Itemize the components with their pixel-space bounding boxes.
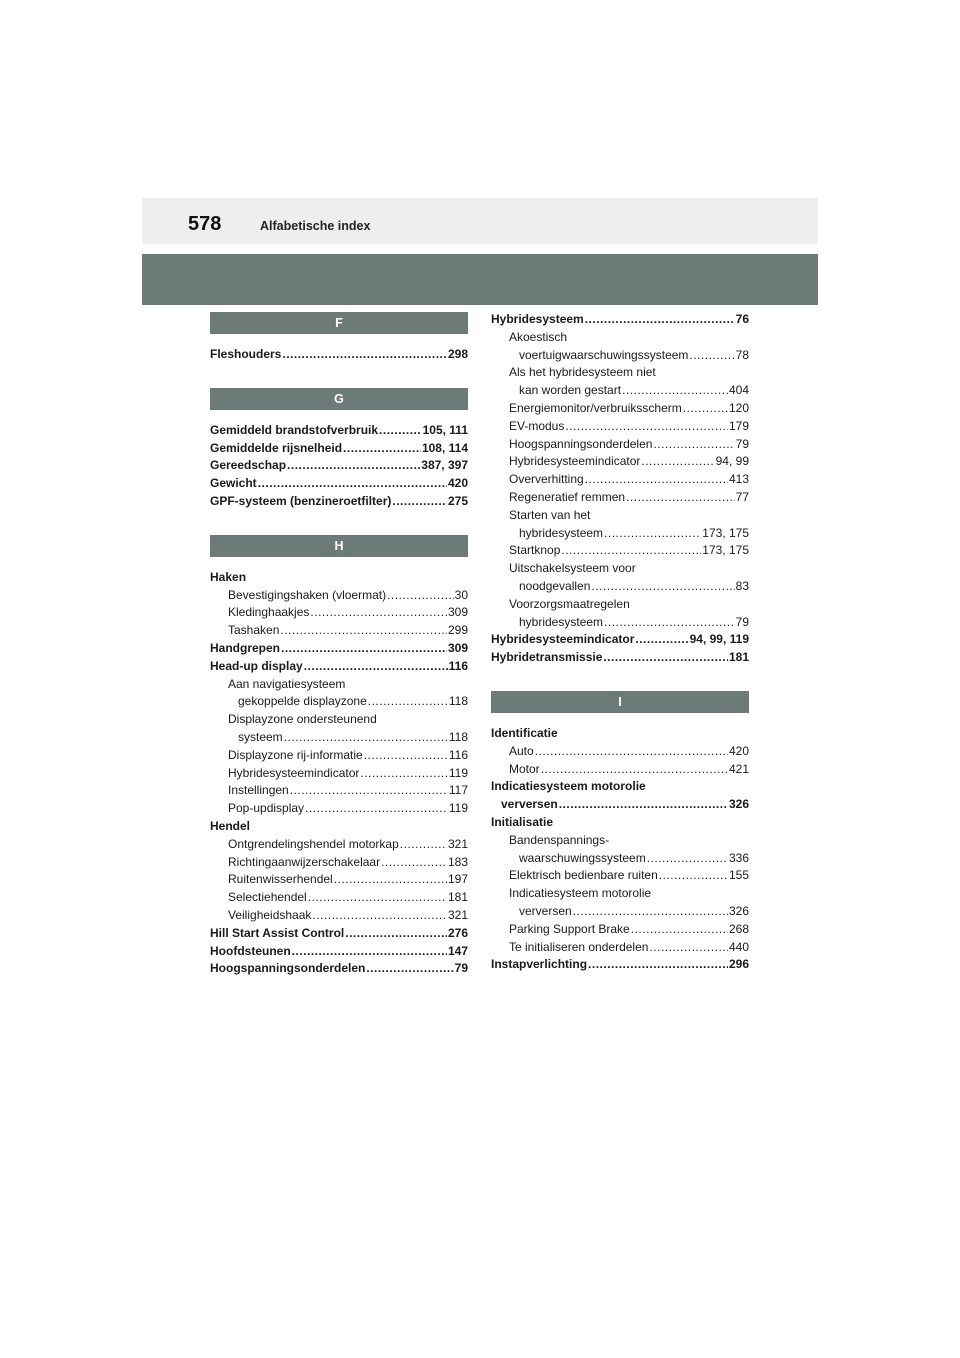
entry-page: 77 xyxy=(735,489,749,504)
entry-page: 119 xyxy=(448,765,468,780)
entry-page: 108, 114 xyxy=(421,440,468,455)
dot-leader xyxy=(588,956,728,974)
index-entry xyxy=(210,622,468,640)
entry-page: 118 xyxy=(448,694,468,709)
entry-page: 116 xyxy=(448,747,468,762)
page-header xyxy=(142,198,818,244)
entry-page: 173, 175 xyxy=(702,525,749,540)
index-entry xyxy=(491,453,749,471)
entry-term: Head-up display xyxy=(210,658,303,673)
entry-page: 30 xyxy=(454,587,468,602)
dot-leader xyxy=(290,782,448,800)
entry-page: 181 xyxy=(728,650,749,665)
entry-term: Energiemonitor/verbruiksscherm xyxy=(509,400,682,415)
entry-term: gekoppelde displayzone xyxy=(238,694,367,709)
entry-page: 173, 175 xyxy=(702,543,749,558)
dot-leader xyxy=(334,871,447,889)
index-entry xyxy=(210,800,468,818)
dot-leader xyxy=(604,614,735,632)
entry-page: 299 xyxy=(447,623,468,638)
entry-page: 387, 397 xyxy=(421,458,468,473)
index-entry xyxy=(491,867,749,885)
dot-leader xyxy=(603,649,728,667)
entry-page: 76 xyxy=(735,312,749,326)
index-entry xyxy=(210,711,468,729)
index-entry xyxy=(491,921,749,939)
dot-leader xyxy=(381,854,447,872)
entry-term: Instapverlichting xyxy=(491,957,588,972)
index-entry xyxy=(491,436,749,454)
index-entry xyxy=(491,725,749,743)
dot-leader xyxy=(281,640,447,658)
entry-term: Hybridesysteemindicator xyxy=(509,454,641,469)
index-entry xyxy=(491,382,749,400)
dot-leader xyxy=(647,850,728,868)
dot-leader xyxy=(559,796,728,814)
entry-term: Fleshouders xyxy=(210,347,282,361)
entry-page: 336 xyxy=(728,850,749,865)
index-entry xyxy=(491,347,749,365)
index-entry xyxy=(210,747,468,765)
entry-page: 420 xyxy=(447,476,468,491)
index-entry xyxy=(210,604,468,622)
dot-leader xyxy=(258,475,447,493)
dot-leader xyxy=(631,921,728,939)
index-entry xyxy=(210,818,468,836)
dot-leader xyxy=(280,622,447,640)
entry-page: 117 xyxy=(448,783,468,798)
index-entry xyxy=(491,418,749,436)
entry-term: kan worden gestart xyxy=(519,383,622,398)
entry-term: Displayzone ondersteunend xyxy=(228,712,377,727)
dot-leader xyxy=(392,493,447,511)
section-spacer xyxy=(210,511,468,535)
index-entry xyxy=(210,854,468,872)
entry-term: hybridesysteem xyxy=(519,525,604,540)
entry-page: 78 xyxy=(735,347,749,362)
entry-term: Gemiddelde rijsnelheid xyxy=(210,440,343,455)
entry-page: 119 xyxy=(448,801,468,816)
index-entry xyxy=(210,729,468,747)
dot-leader xyxy=(641,453,714,471)
index-entry xyxy=(210,693,468,711)
dot-leader xyxy=(626,489,735,507)
dot-leader xyxy=(304,658,448,676)
dot-leader xyxy=(565,418,728,436)
index-entry xyxy=(210,907,468,925)
entry-term: Auto xyxy=(509,743,534,758)
index-entry xyxy=(491,796,749,814)
entry-page: 420 xyxy=(728,743,749,758)
entry-term: Akoestisch xyxy=(509,329,568,344)
dot-leader xyxy=(591,578,734,596)
header-band xyxy=(142,254,818,305)
entry-term: Hybridetransmissie xyxy=(491,650,603,665)
index-entry xyxy=(491,525,749,543)
entry-term: Regeneratief remmen xyxy=(509,489,626,504)
dot-leader xyxy=(387,587,454,605)
entry-page: 298 xyxy=(447,347,468,361)
entry-term: Selectiehendel xyxy=(228,890,307,905)
entry-page: 309 xyxy=(447,640,468,655)
dot-leader xyxy=(345,925,447,943)
index-entry xyxy=(210,493,468,511)
letter-header: H xyxy=(210,535,468,557)
entry-term: Instellingen xyxy=(228,783,289,798)
index-entry xyxy=(210,587,468,605)
entry-term: Hoogspanningsonderdelen xyxy=(509,436,653,451)
index-entry xyxy=(210,457,468,475)
index-entry xyxy=(491,489,749,507)
index-entry xyxy=(491,507,749,525)
entry-page: 147 xyxy=(447,943,468,958)
entry-term: Indicatiesysteem motorolie xyxy=(509,886,652,901)
dot-leader xyxy=(368,693,448,711)
index-entry xyxy=(491,329,749,347)
entry-term: EV-modus xyxy=(509,418,565,433)
index-entry xyxy=(210,871,468,889)
dot-leader xyxy=(287,457,420,475)
index-entry xyxy=(491,400,749,418)
entry-term: waarschuwingssysteem xyxy=(519,850,646,865)
entry-page: 268 xyxy=(728,921,749,936)
entry-page: 321 xyxy=(447,836,468,851)
entry-term: Startknop xyxy=(509,543,561,558)
entry-term: Parking Support Brake xyxy=(509,921,630,936)
letter-header: G xyxy=(210,388,468,410)
entry-term: verversen xyxy=(519,903,572,918)
dot-leader xyxy=(649,939,728,957)
dot-leader xyxy=(310,604,447,622)
entry-page: 181 xyxy=(447,890,468,905)
index-entry xyxy=(210,782,468,800)
entry-term: Voorzorgsmaatregelen xyxy=(509,596,630,611)
entry-term: Gemiddeld brandstofverbruik xyxy=(210,422,379,437)
index-entry xyxy=(491,578,749,596)
entry-term: Oververhitting xyxy=(509,472,584,487)
entry-term: Hill Start Assist Control xyxy=(210,925,345,940)
entry-page: 326 xyxy=(728,903,749,918)
entry-term: Veiligheidshaak xyxy=(228,907,312,922)
entry-term: noodgevallen xyxy=(519,578,591,593)
entry-page: 296 xyxy=(728,957,749,972)
index-entry xyxy=(210,640,468,658)
entry-term: Haken xyxy=(210,569,247,584)
index-entry xyxy=(491,903,749,921)
index-entry xyxy=(491,560,749,578)
entry-page: 197 xyxy=(447,872,468,887)
index-entry xyxy=(491,542,749,560)
entry-page: 116 xyxy=(448,658,468,673)
entry-page: 105, 111 xyxy=(422,422,468,437)
index-entry xyxy=(210,346,468,364)
entry-term: Te initialiseren onderdelen xyxy=(509,939,649,954)
entry-term: Starten van het xyxy=(509,507,591,522)
entry-page: 83 xyxy=(735,578,749,593)
dot-leader xyxy=(292,943,447,961)
index-entry xyxy=(491,778,749,796)
entry-page: 94, 99 xyxy=(715,454,749,469)
entry-term: Initialisatie xyxy=(491,814,554,829)
entry-term: systeem xyxy=(238,729,283,744)
letter-header: I xyxy=(491,691,749,713)
entry-term: Handgrepen xyxy=(210,640,281,655)
entry-term: verversen xyxy=(501,797,558,812)
entry-page: 79 xyxy=(735,436,749,451)
entry-term: Tashaken xyxy=(228,623,280,638)
index-entry xyxy=(210,676,468,694)
entry-page: 404 xyxy=(728,383,749,398)
index-entry xyxy=(491,596,749,614)
entry-page: 183 xyxy=(447,854,468,869)
dot-leader xyxy=(573,903,728,921)
entry-term: GPF-systeem (benzineroetfilter) xyxy=(210,493,392,508)
index-entry xyxy=(491,761,749,779)
dot-leader xyxy=(541,761,728,779)
index-column-left xyxy=(210,312,468,978)
entry-page: 413 xyxy=(728,472,749,487)
index-entry xyxy=(210,960,468,978)
dot-leader xyxy=(585,471,728,489)
entry-term: Gewicht xyxy=(210,476,257,491)
index-entry xyxy=(491,956,749,974)
entry-term: Hybridesysteemindicator xyxy=(228,765,360,780)
index-entry xyxy=(210,836,468,854)
index-entry xyxy=(210,422,468,440)
entry-term: Pop-updisplay xyxy=(228,801,305,816)
entry-page: 321 xyxy=(447,907,468,922)
entry-page: 94, 99, 119 xyxy=(689,632,749,647)
dot-leader xyxy=(343,440,421,458)
entry-term: Hoogspanningsonderdelen xyxy=(210,961,366,976)
dot-leader xyxy=(585,311,735,329)
dot-leader xyxy=(622,382,728,400)
entry-page: 155 xyxy=(728,868,749,883)
index-entry xyxy=(491,832,749,850)
index-entry xyxy=(491,743,749,761)
dot-leader xyxy=(312,907,447,925)
page-number: 578 xyxy=(188,213,222,235)
index-entry xyxy=(210,889,468,907)
entry-page: 440 xyxy=(728,939,749,954)
index-entry xyxy=(491,885,749,903)
entry-page: 179 xyxy=(728,418,749,433)
entry-page: 421 xyxy=(728,761,749,776)
index-entry xyxy=(491,364,749,382)
entry-page: 120 xyxy=(728,400,749,415)
entry-term: Hybridesysteemindicator xyxy=(491,632,635,647)
entry-term: Ruitenwisserhendel xyxy=(228,872,333,887)
entry-term: Hoofdsteunen xyxy=(210,943,291,958)
dot-leader xyxy=(308,889,447,907)
entry-page: 326 xyxy=(728,797,749,812)
entry-term: Gereedschap xyxy=(210,458,287,473)
entry-term: Bevestigingshaken (vloermat) xyxy=(228,587,387,602)
entry-page: 275 xyxy=(447,493,468,508)
entry-page: 79 xyxy=(454,961,468,976)
dot-leader xyxy=(535,743,728,761)
section-spacer xyxy=(491,667,749,691)
dot-leader xyxy=(659,867,728,885)
dot-leader xyxy=(305,800,448,818)
entry-term: Aan navigatiesysteem xyxy=(228,676,346,691)
dot-leader xyxy=(653,436,734,454)
entry-term: Ontgrendelingshendel motorkap xyxy=(228,836,399,851)
letter-header: F xyxy=(210,312,468,334)
section-title: Alfabetische index xyxy=(260,219,371,233)
section-spacer xyxy=(210,364,468,388)
index-column-right xyxy=(491,311,749,974)
dot-leader xyxy=(366,960,453,978)
dot-leader xyxy=(683,400,728,418)
dot-leader xyxy=(364,747,448,765)
index-entry xyxy=(210,658,468,676)
dot-leader xyxy=(604,525,701,543)
dot-leader xyxy=(360,765,447,783)
dot-leader xyxy=(689,347,734,365)
entry-term: Kledinghaakjes xyxy=(228,605,310,620)
dot-leader xyxy=(282,346,447,364)
index-entry xyxy=(210,440,468,458)
entry-term: Displayzone rij-informatie xyxy=(228,747,363,762)
dot-leader xyxy=(635,631,688,649)
entry-term: Hybridesysteem xyxy=(491,312,584,326)
index-entry xyxy=(210,475,468,493)
entry-term: Als het hybridesysteem niet xyxy=(509,365,656,380)
index-entry xyxy=(491,814,749,832)
index-entry xyxy=(491,614,749,632)
entry-page: 309 xyxy=(447,605,468,620)
entry-term: Indicatiesysteem motorolie xyxy=(491,779,646,794)
entry-page: 276 xyxy=(447,925,468,940)
entry-term: Elektrisch bedienbare ruiten xyxy=(509,868,658,883)
entry-page: 79 xyxy=(735,614,749,629)
entry-term: voertuigwaarschuwingssysteem xyxy=(519,347,689,362)
dot-leader xyxy=(561,542,701,560)
index-entry xyxy=(491,850,749,868)
dot-leader xyxy=(284,729,448,747)
entry-page: 118 xyxy=(448,729,468,744)
index-entry xyxy=(491,649,749,667)
entry-term: Hendel xyxy=(210,818,251,833)
index-entry xyxy=(210,569,468,587)
dot-leader xyxy=(400,836,447,854)
entry-term: Bandenspannings- xyxy=(509,832,610,847)
entry-term: hybridesysteem xyxy=(519,614,604,629)
entry-term: Uitschakelsysteem voor xyxy=(509,561,636,576)
entry-term: Richtingaanwijzerschakelaar xyxy=(228,854,381,869)
index-entry xyxy=(210,765,468,783)
index-entry xyxy=(491,939,749,957)
dot-leader xyxy=(379,422,422,440)
index-entry xyxy=(210,943,468,961)
index-entry xyxy=(491,311,749,329)
index-entry xyxy=(491,631,749,649)
entry-term: Motor xyxy=(509,761,540,776)
entry-term: Identificatie xyxy=(491,725,558,740)
index-entry xyxy=(491,471,749,489)
index-entry xyxy=(210,925,468,943)
